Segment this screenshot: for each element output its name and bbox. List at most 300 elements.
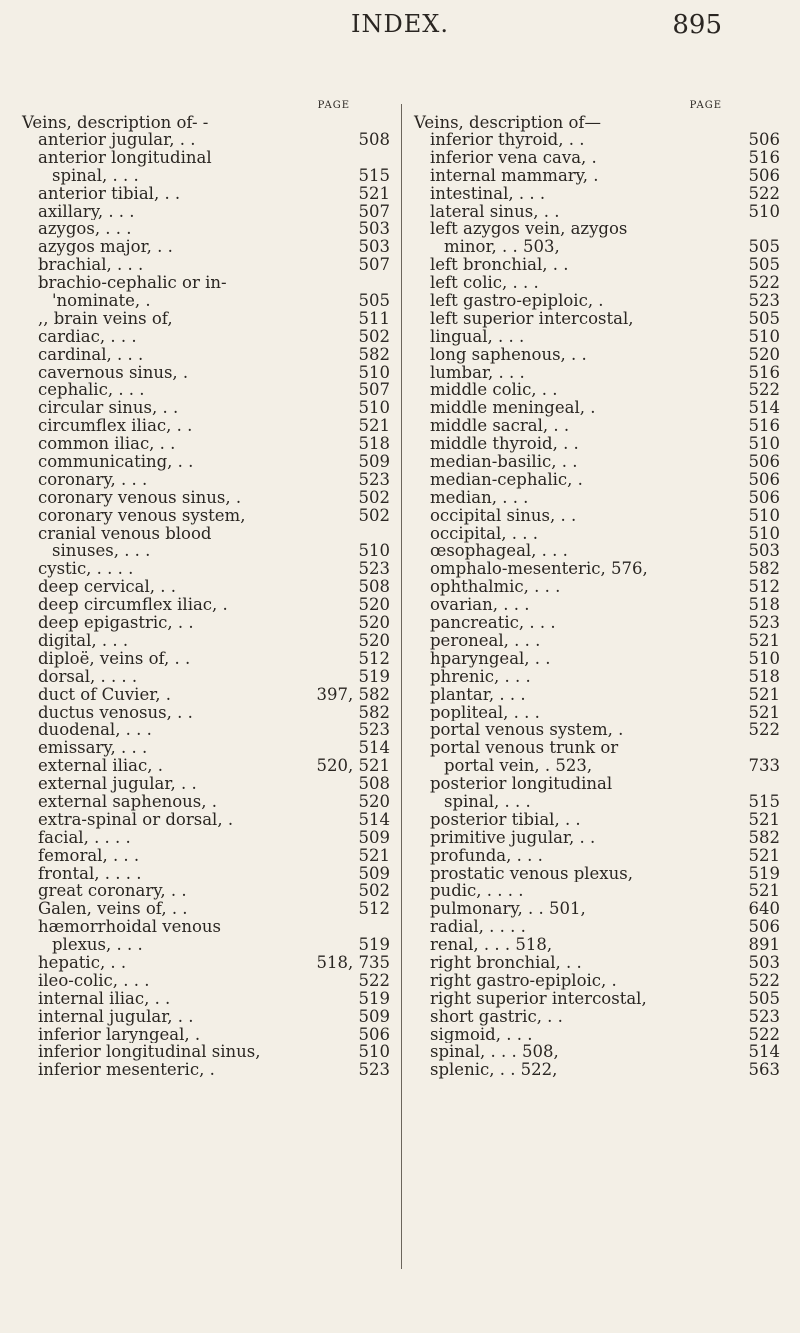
index-entry: [414, 614, 780, 632]
index-entry: [414, 381, 780, 399]
index-entry-page: 519: [358, 935, 390, 955]
index-entry-term: lateral sinus, . .: [430, 202, 560, 221]
index-entry-term: emissary, . . .: [38, 739, 148, 758]
index-entry-term: radial, . . . .: [430, 918, 526, 937]
index-entry: [414, 399, 780, 417]
index-entry-term: dorsal, . . . .: [38, 667, 138, 686]
index-entry: [414, 972, 780, 990]
index-entry-term: coronary, . . .: [38, 470, 148, 489]
index-entry: [414, 686, 780, 704]
index-entry: [22, 507, 390, 525]
index-entry: [414, 507, 780, 525]
index-entry-page: 891: [748, 935, 780, 955]
index-entry-term: deep epigastric, . .: [38, 614, 194, 632]
index-entry: [414, 292, 780, 310]
index-entry-term: deep circumflex iliac, .: [38, 596, 228, 615]
index-entry-term: frontal, . . . .: [38, 864, 142, 883]
index-entry-page: 521: [748, 845, 780, 865]
index-entry-term: spinal, . . .: [52, 166, 139, 185]
index-entry: [414, 220, 780, 238]
index-entry-page: 514: [358, 738, 390, 758]
index-entry: [414, 149, 780, 167]
index-entry: [22, 274, 390, 292]
index-entry-page: 510: [748, 326, 780, 346]
index-entry-page: 521: [748, 881, 780, 901]
page-number: 895: [672, 10, 722, 40]
index-entry-page: 508: [358, 577, 390, 597]
index-entry-term: internal jugular, . .: [38, 1007, 194, 1026]
index-entry-term: lumbar, . . .: [430, 363, 525, 382]
index-entry-page: 507: [358, 201, 390, 221]
index-entry-page: 640: [748, 899, 780, 919]
index-entry-page: 582: [748, 559, 780, 579]
index-entry-term: cranial venous blood: [38, 524, 212, 543]
index-entry-page: 503: [748, 541, 780, 561]
index-entry-term: lingual, . . .: [430, 327, 525, 346]
index-entry: [414, 668, 780, 686]
index-entry: [22, 256, 390, 274]
index-entry-page: 509: [358, 1006, 390, 1026]
index-entry-term: spinal, . . . 508,: [430, 1043, 559, 1062]
index-entry: [22, 364, 390, 382]
index-entry: [414, 739, 780, 757]
index-entry-page: 503: [748, 952, 780, 972]
index-entry-page: 523: [358, 559, 390, 579]
index-entry-term: renal, . . . 518,: [430, 936, 553, 954]
index-entry-page: 505: [748, 308, 780, 328]
index-entry-page: 516: [748, 416, 780, 436]
index-entry-term: internal mammary, .: [430, 166, 599, 185]
index-entry-term: occipital sinus, . .: [430, 506, 577, 525]
index-entry-page: 502: [358, 326, 390, 346]
index-entry: [414, 364, 780, 382]
index-entry-term: splenic, . . 522,: [430, 1061, 558, 1080]
index-entry-page: 503: [358, 237, 390, 257]
index-entry: [414, 185, 780, 203]
index-entry-term: œsophageal, . . .: [430, 542, 568, 561]
index-entry-term: left gastro-epiploic, .: [430, 292, 604, 310]
index-entry: [414, 829, 780, 847]
index-entry-term: omphalo-mesenteric, 576,: [430, 560, 648, 579]
index-entry-term: anterior longitudinal: [38, 148, 212, 167]
index-entry-term: cardinal, . . .: [38, 345, 144, 364]
index-entry-page: 510: [748, 434, 780, 454]
index-entry-term: hepatic, . .: [38, 953, 127, 972]
page-header-title: INDEX.: [351, 10, 449, 38]
index-entry: [414, 238, 780, 256]
index-entry-term: median-cephalic, .: [430, 470, 583, 489]
index-entry: [22, 346, 390, 364]
index-entry: [414, 596, 780, 614]
index-entry-term: hparyngeal, . .: [430, 649, 551, 668]
index-entry-page: 397, 582: [316, 684, 390, 704]
index-entry-page: 506: [358, 1024, 390, 1044]
index-entry-term: azygos major, . .: [38, 238, 173, 257]
index-entry: [22, 578, 390, 596]
index-entry-page: 522: [748, 183, 780, 203]
index-entry: [22, 525, 390, 543]
index-entry: [22, 471, 390, 489]
index-entry-page: 510: [748, 648, 780, 668]
index-entry-page: 522: [748, 380, 780, 400]
index-entry-term: middle meningeal, .: [430, 399, 596, 418]
index-entry-page: 523: [358, 1060, 390, 1080]
index-entry-page: 502: [358, 881, 390, 901]
index-entry-page: 506: [748, 917, 780, 937]
index-entry-page: 510: [748, 505, 780, 525]
index-entry: [22, 650, 390, 668]
index-entry-page: 523: [358, 469, 390, 489]
index-entry-term: median, . . .: [430, 488, 529, 507]
index-entry-term: cephalic, . . .: [38, 381, 145, 400]
index-entry-page: 510: [358, 1042, 390, 1062]
index-entry: [414, 346, 780, 364]
index-entry-term: portal venous trunk or: [430, 739, 619, 758]
index-entry-term: ,, brain veins of,: [38, 309, 173, 328]
index-entry: [22, 882, 390, 900]
index-column-left: [22, 100, 390, 1079]
index-entry-page: 516: [748, 147, 780, 167]
index-entry: [414, 167, 780, 185]
index-entry-page: 522: [748, 970, 780, 990]
index-entry-term: inferior longitudinal sinus,: [38, 1043, 261, 1062]
index-entry-page: 509: [358, 863, 390, 883]
index-entry-page: 510: [358, 362, 390, 382]
index-entry-page: 506: [748, 487, 780, 507]
index-entry: [22, 203, 390, 221]
index-entry-page: 502: [358, 487, 390, 507]
index-entry: [22, 149, 390, 167]
index-entry-term: external saphenous, .: [38, 792, 217, 811]
index-entry-page: 518: [748, 595, 780, 615]
index-entry: [22, 328, 390, 346]
index-entry: [414, 1043, 780, 1061]
index-entry-term: extra-spinal or dorsal, .: [38, 810, 234, 829]
index-entry-page: 520, 521: [316, 756, 390, 776]
index-entry: [22, 757, 390, 775]
index-entry: [22, 704, 390, 722]
index-entry-term: spinal, . . .: [444, 792, 531, 811]
index-entry: [22, 865, 390, 883]
index-entry: [414, 310, 780, 328]
index-entry-page: 521: [748, 809, 780, 829]
index-entry: [22, 954, 390, 972]
index-entry-page: 582: [748, 827, 780, 847]
index-entry: [22, 560, 390, 578]
index-entry-term: inferior thyroid, . .: [430, 131, 585, 149]
index-entry: [414, 865, 780, 883]
index-entry: [414, 775, 780, 793]
index-entry-page: 512: [358, 899, 390, 919]
index-entry: [414, 936, 780, 954]
page-column-label: PAGE: [317, 100, 350, 111]
index-entry: [22, 292, 390, 310]
index-entry-term: primitive jugular, . .: [430, 828, 596, 847]
index-entry: [22, 632, 390, 650]
index-entry-term: prostatic venous plexus,: [430, 864, 633, 883]
index-entry-page: 521: [358, 183, 390, 203]
index-entry: [414, 203, 780, 221]
index-heading: Veins, description of—: [414, 113, 602, 132]
index-entry-page: 505: [748, 255, 780, 275]
index-entry-term: sinuses, . . .: [52, 542, 151, 561]
index-entry: [22, 596, 390, 614]
page-column-label: PAGE: [689, 100, 722, 111]
index-entry: [22, 972, 390, 990]
index-entry-page: 521: [748, 702, 780, 722]
index-entry-term: pulmonary, . . 501,: [430, 900, 586, 919]
index-entry: [22, 990, 390, 1008]
index-entry-term: minor, . . 503,: [444, 238, 560, 257]
index-entry-page: 503: [358, 219, 390, 239]
index-entry-page: 519: [358, 988, 390, 1008]
index-entry-term: circumflex iliac, . .: [38, 417, 193, 436]
index-entries: [414, 131, 780, 1079]
index-entry: [414, 274, 780, 292]
index-entry-page: 515: [358, 165, 390, 185]
index-entry-page: 520: [748, 344, 780, 364]
index-entry-page: 505: [748, 237, 780, 257]
index-entry: [22, 614, 390, 632]
index-entry-term: sigmoid, . . .: [430, 1025, 533, 1044]
index-entry-page: 521: [748, 684, 780, 704]
index-entry-page: 507: [358, 255, 390, 275]
index-entry: [414, 650, 780, 668]
index-entry: [414, 417, 780, 435]
index-entry-term: phrenic, . . .: [430, 667, 531, 686]
index-entry: [22, 686, 390, 704]
index-entry: [22, 399, 390, 417]
index-entry: [414, 525, 780, 543]
index-entry-term: portal vein, . 523,: [444, 757, 593, 776]
index-entry-page: 512: [358, 648, 390, 668]
index-entry: [22, 310, 390, 328]
index-entry-term: middle colic, . .: [430, 381, 558, 400]
index-entry-page: 520: [358, 613, 390, 633]
index-entry-page: 523: [748, 291, 780, 311]
index-entry: [22, 721, 390, 739]
index-entry-term: left colic, . . .: [430, 274, 539, 293]
index-entry: [414, 1061, 780, 1079]
index-entry: [22, 435, 390, 453]
index-entry-page: 502: [358, 505, 390, 525]
index-entry-page: 518: [748, 666, 780, 686]
index-entry-term: left bronchial, . .: [430, 256, 569, 275]
index-entry-page: 582: [358, 344, 390, 364]
index-entry-term: ductus venosus, . .: [38, 703, 193, 722]
index-entry-page: 523: [358, 720, 390, 740]
index-entry-page: 519: [358, 666, 390, 686]
index-entry: [414, 131, 780, 149]
index-entry: [414, 489, 780, 507]
index-entry-term: ophthalmic, . . .: [430, 578, 561, 597]
index-entry: [22, 829, 390, 847]
index-entry: [414, 328, 780, 346]
index-entry-term: cardiac, . . .: [38, 327, 137, 346]
index-entries: [22, 131, 390, 1079]
index-entry-term: digital, . . .: [38, 631, 129, 650]
index-entry-term: duodenal, . . .: [38, 721, 152, 740]
index-entry-page: 521: [358, 845, 390, 865]
index-heading: Veins, description of- -: [22, 113, 209, 132]
index-entry-term: long saphenous, . .: [430, 345, 587, 364]
index-entry: [414, 560, 780, 578]
index-entry-term: ovarian, . . .: [430, 596, 530, 615]
index-entry-term: median-basilic, . .: [430, 453, 578, 471]
index-entry: [414, 811, 780, 829]
index-entry-page: 505: [358, 291, 390, 311]
index-entry-term: left azygos vein, azygos: [430, 220, 628, 239]
index-entry-term: facial, . . . .: [38, 828, 131, 847]
index-entry: [22, 668, 390, 686]
index-entry-term: deep cervical, . .: [38, 578, 176, 597]
index-entry-term: right superior intercostal,: [430, 989, 647, 1008]
index-entry-page: 522: [748, 273, 780, 293]
index-entry: [22, 542, 390, 560]
index-entry-page: 510: [358, 541, 390, 561]
index-entry: [22, 775, 390, 793]
index-entry-page: 518, 735: [316, 952, 390, 972]
index-entry-term: Galen, veins of, . .: [38, 900, 188, 919]
index-entry: [414, 256, 780, 274]
index-entry-page: 733: [748, 756, 780, 776]
index-entry-page: 519: [748, 863, 780, 883]
index-entry: [22, 381, 390, 399]
index-entry: [22, 131, 390, 149]
index-entry: [414, 1008, 780, 1026]
index-entry-page: 522: [748, 720, 780, 740]
index-entry-term: portal venous system, .: [430, 721, 624, 740]
index-entry-term: cystic, . . . .: [38, 560, 134, 579]
index-entry-term: inferior mesenteric, .: [38, 1061, 215, 1080]
index-entry-page: 510: [748, 523, 780, 543]
index-entry-page: 521: [358, 416, 390, 436]
index-entry-page: 508: [358, 130, 390, 149]
index-entry: [414, 704, 780, 722]
index-entry: [22, 185, 390, 203]
index-entry-term: peroneal, . . .: [430, 631, 541, 650]
index-entry-page: 506: [748, 130, 780, 149]
index-entry-term: short gastric, . .: [430, 1007, 563, 1026]
index-entry: [414, 471, 780, 489]
index-entry-page: 520: [358, 791, 390, 811]
index-entry-page: 506: [748, 469, 780, 489]
index-entry-term: right bronchial, . .: [430, 953, 582, 972]
index-entry-page: 582: [358, 702, 390, 722]
index-entry: [22, 900, 390, 918]
index-entry: [414, 918, 780, 936]
index-entry-page: 518: [358, 434, 390, 454]
index-entry: [22, 238, 390, 256]
index-entry-page: 516: [748, 362, 780, 382]
index-entry-term: anterior tibial, . .: [38, 184, 181, 203]
index-entry-term: left superior intercostal,: [430, 309, 634, 328]
index-entry: [414, 847, 780, 865]
index-entry-term: pancreatic, . . .: [430, 614, 556, 632]
index-entry: [414, 721, 780, 739]
index-entry-term: external iliac, .: [38, 757, 163, 776]
index-entry-page: 523: [748, 1006, 780, 1026]
index-entry-term: circular sinus, . .: [38, 399, 179, 418]
index-entry-page: 522: [358, 970, 390, 990]
index-entry-page: 512: [748, 577, 780, 597]
index-entry: [22, 167, 390, 185]
index-entry-page: 509: [358, 827, 390, 847]
index-entry-term: great coronary, . .: [38, 882, 187, 901]
index-entry-term: 'nominate, .: [52, 292, 151, 310]
index-entry: [414, 882, 780, 900]
index-entry-page: 514: [748, 398, 780, 418]
index-entry: [414, 578, 780, 596]
index-entry: [414, 632, 780, 650]
index-entry: [22, 811, 390, 829]
index-entry-page: 520: [358, 595, 390, 615]
index-entry-term: femoral, . . .: [38, 846, 140, 865]
index-entry: [22, 1061, 390, 1079]
index-entry-page: 506: [748, 165, 780, 185]
index-entry-term: anterior jugular, . .: [38, 131, 196, 149]
index-entry-term: internal iliac, . .: [38, 989, 171, 1008]
index-entry-term: occipital, . . .: [430, 524, 538, 543]
index-entry-page: 515: [748, 791, 780, 811]
index-entry-term: coronary venous sinus, .: [38, 488, 242, 507]
index-entry-term: profunda, . . .: [430, 846, 543, 865]
index-entry-term: hæmorrhoidal venous: [38, 918, 221, 937]
index-entry-page: 523: [748, 613, 780, 633]
index-entry: [22, 1026, 390, 1044]
index-entry-term: plexus, . . .: [52, 936, 143, 954]
index-entry-term: popliteal, . . .: [430, 703, 540, 722]
index-entry-page: 507: [358, 380, 390, 400]
index-entry-term: brachial, . . .: [38, 256, 144, 275]
index-entry-term: inferior laryngeal, .: [38, 1025, 201, 1044]
index-entry-page: 514: [358, 809, 390, 829]
index-entry-term: inferior vena cava, .: [430, 148, 597, 167]
index-entry: [414, 435, 780, 453]
index-entry-term: diploë, veins of, . .: [38, 649, 191, 668]
index-entry-term: cavernous sinus, .: [38, 363, 189, 382]
index-entry-page: 511: [358, 308, 390, 328]
index-entry-term: intestinal, . . .: [430, 184, 546, 203]
index-entry-page: 520: [358, 630, 390, 650]
index-entry: [22, 1008, 390, 1026]
index-entry-page: 509: [358, 452, 390, 472]
index-entry-page: 505: [748, 988, 780, 1008]
index-entry-term: plantar, . . .: [430, 685, 526, 704]
index-entry-term: posterior tibial, . .: [430, 810, 581, 829]
index-entry-term: middle thyroid, . .: [430, 435, 579, 454]
index-entry-term: coronary venous system,: [38, 506, 246, 525]
index-entry: [22, 936, 390, 954]
index-entry-page: 522: [748, 1024, 780, 1044]
index-entry-page: 521: [748, 630, 780, 650]
index-entry: [22, 918, 390, 936]
index-entry: [22, 793, 390, 811]
index-entry-term: common iliac, . .: [38, 435, 176, 454]
index-entry-page: 508: [358, 774, 390, 794]
index-entry: [414, 453, 780, 471]
index-entry-term: duct of Cuvier, .: [38, 685, 172, 704]
index-entry-term: communicating, . .: [38, 453, 194, 471]
index-entry: [22, 417, 390, 435]
index-entry: [414, 900, 780, 918]
index-entry: [414, 542, 780, 560]
index-entry-page: 510: [748, 201, 780, 221]
index-entry-term: azygos, . . .: [38, 220, 132, 239]
index-entry-page: 514: [748, 1042, 780, 1062]
index-entry-term: posterior longitudinal: [430, 775, 613, 793]
index-entry-term: middle sacral, . .: [430, 417, 570, 436]
